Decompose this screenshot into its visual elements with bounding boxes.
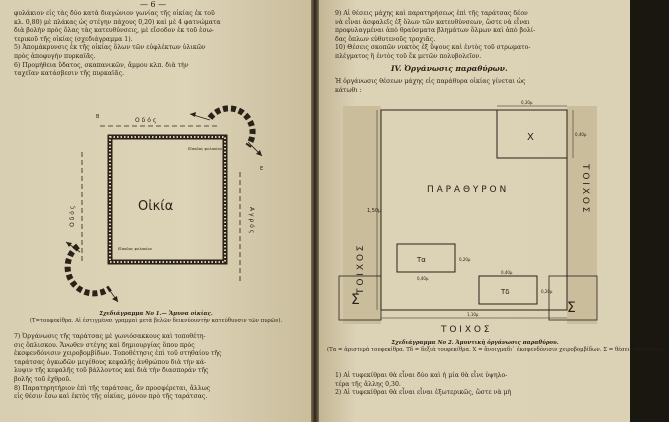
text-line: διὰ βολὴν πρὸς ὅλας τὰς κατευθύνσεις, μὲ εἴσοδον ἐκ τοῦ ἐσω- [14,27,214,35]
text-line: ταράτσας ὀγκωδῶν μεγέθους κεφαλῆς ἀνθρώπου διὰ τὴν κά- [14,358,207,366]
text-line: 9) Αἱ θέσεις μάχης καὶ παρατηρήσεως ἐπὶ τῆς ταράτσας δέον [335,10,528,17]
arrow-label-c: Ε [260,166,264,172]
text-line: κάτωθι : [335,86,362,94]
wall-label-right: Τ Ο Ι Χ Ο Σ [580,164,590,213]
text-line: φυλάκιον εἰς τὰς δύο κατὰ διαγώνιον γωνίας τῆς οἰκίας ἐκ τοῦ [14,10,215,17]
left-page [0,0,311,422]
right-page [319,0,669,422]
text-line: νὰ εἶναι ἀσφαλεῖς ἐξ ὅλων τῶν κατευθύνσεων, ὥστε νὰ εἶναι [335,18,530,26]
right-intro-text [335,78,526,95]
road-label-left: Ο δ ό ς [69,205,76,227]
text-line: τέρα τῆς ἄλλης 0,30. [335,380,401,388]
arrow-label-b: Β [96,114,100,120]
left-bottom-text [14,333,221,402]
entrance-label-top: Εἴσοδος φυλακίου [188,146,222,151]
text-line: 6) Προμήθεια ὕδατος, σκαπανικῶν, ἄμμου κλπ. διὰ τὴν [14,61,189,69]
text-line: πλέγματος ἢ ἐντὸς τοῦ ἔκ μετῶν πολυβολεῖον. [335,52,482,60]
dim-td-w: 0,40μ [501,270,513,275]
right-top-text [335,10,535,62]
text-line: (Τ=τουφεκίθρα. Αἱ ἐστιγμέναι γραμμαὶ μετὰ βελῶν δεικνύουν [29,318,201,324]
sigma-right: Σ [567,300,576,316]
sigma-left: Σ [351,292,360,308]
wall-label-bottom: Τ Ο Ι Χ Ο Σ [441,325,490,335]
figure-caption-1 [16,311,296,325]
dim-td-h: 0,20μ [541,289,553,294]
text-line: λυψιν τῆς κεφαλῆς τοῦ βάλλοντος καὶ διὰ τὴν διασποράν τῆς [14,367,209,375]
field-label-right: Α γ ρ ό ς [248,207,255,234]
text-line: προφυλαγμέναι ἀπὸ θραύσματα βλημάτων ὅλμων καὶ ἀπὸ βολί- [335,27,536,35]
section-heading: IV. Ὀργάνωσις παραθύρων. [391,64,508,73]
dim-right: 0,40μ [575,132,587,137]
box-td-label: Τδ [501,288,510,296]
house-defense-diagram [60,112,275,310]
wall-label-left: Τ Ο Ι Χ Ο Σ [356,245,366,294]
text-line: εἰς θέσιν ἔσω καὶ ἐκτὸς τῆς οἰκίας, μόνον πρὸ τῆς ταράτσας. [14,393,208,401]
text-line: τερικοῦ τῆς οἰκίας (σχεδιάγραμμα 1). [14,35,133,43]
box-x-label: Χ [527,132,534,143]
entrance-label-bottom: Εἴσοδος φυλακίου [118,246,152,251]
text-line: τὴν κατεύθυνσιν τῶν πυρῶν). [200,318,283,324]
text-line: 5) Ἀπομάκρυνσις ἐκ τῆς οἰκίας ὅλων τῶν εὐφλέκτων ὑλικῶν [14,44,206,52]
text-line: 2) Αἱ τυφεκίθραι θὰ εἶναι εἶναι ἐξωτερικῶς, ὥστε νὰ μὴ [335,389,512,397]
arrow-label-a: Α [252,130,256,136]
window-defense-diagram [337,100,617,336]
text-line: 10) Θέσεις σκοπῶν νυκτὸς ἐξ ὕψους καὶ ἐντὸς τοῦ στρωματο- [335,44,531,52]
figure-caption-2 [327,340,669,354]
text-line: 1) Αἱ τυφεκίθραι θὰ εἶναι δύο καὶ ἡ μία θὰ εἶνε ὑψηλο- [335,372,508,379]
dim-ta-h: 0,20μ [459,257,471,262]
book-gutter [311,0,319,422]
dim-top: 0,30μ [521,100,533,105]
road-label-top: Ο δ ό ς [135,117,157,124]
text-line: 8) Παρατηρητήριον ἐπὶ τῆς ταράτσας, ἂν προσφέρεται, ἄλλως [14,384,211,392]
text-line: 7) Ὀργάνωσις τῆς ταράτσας μὲ γωνιόσακκους καὶ τοποθέτη- [14,333,206,340]
dim-left: 1,50μ [367,208,382,214]
text-line: κλ. 0,80) μὲ πλάκας ὡς στέγην πάχους 0,20) καὶ μὲ 4 φατνώματα [14,18,221,26]
page-number: — 6 — [140,0,167,9]
window-label: Π Α Ρ Α Θ Υ Ρ Ο Ν [427,185,507,195]
text-line: πρὸς ἀποφυγὴν πυρκαϊᾶς. [14,52,96,60]
caption-title: Σχεδιάγραμμα Νο 2. Ἀμυντικὴ ὀργάνωσις παραθύρου. [391,340,559,346]
dim-ta-w: 0,40μ [417,276,429,281]
text-line: Ἡ ὀργάνωσις θέσεων μάχης εἰς παράθυρα οἰκίας γίνεται ὡς [335,78,526,85]
text-line: ταχεῖαν κατάσβεσιν τῆς πυρκαϊᾶς. [14,70,125,78]
text-line: βολῆς τοῦ ἐχθροῦ. [14,375,72,383]
text-line: (Τα = ἀριστερὰ τουφεκίθρα. Τδ = δεξιὰ τουφεκίθρα. Χ = ἄνοιγμα [327,347,507,353]
dim-bottom: 1,10μ [467,312,479,317]
text-line: δι᾽ ἐκσφενδόνισιν χειροβομβίδων. Σ = θέσεις σκοπευτῶν). [506,347,669,353]
caption-title: Σχεδιάγραμμα Νο 1.— Ἄμυνα οἰκίας. [99,311,213,317]
text-line: ἐκσφενδόνισιν χειροβομβίδων. Τοποθέτησις ἐπὶ τοῦ στηθαίου τῆς [14,350,222,358]
text-line: δας ὅπλων εὐθυτενοῦς τροχιᾶς. [335,35,436,43]
right-bottom-text [335,372,511,398]
text-line: σις ὅπλισκου. Ἄνωθεν στέγης καὶ δημιουργίας ὅπου πρὸς [14,341,195,349]
box-ta-label: Τα [417,256,426,264]
house-label: Οἰκία [138,199,174,214]
left-top-text [14,10,221,79]
